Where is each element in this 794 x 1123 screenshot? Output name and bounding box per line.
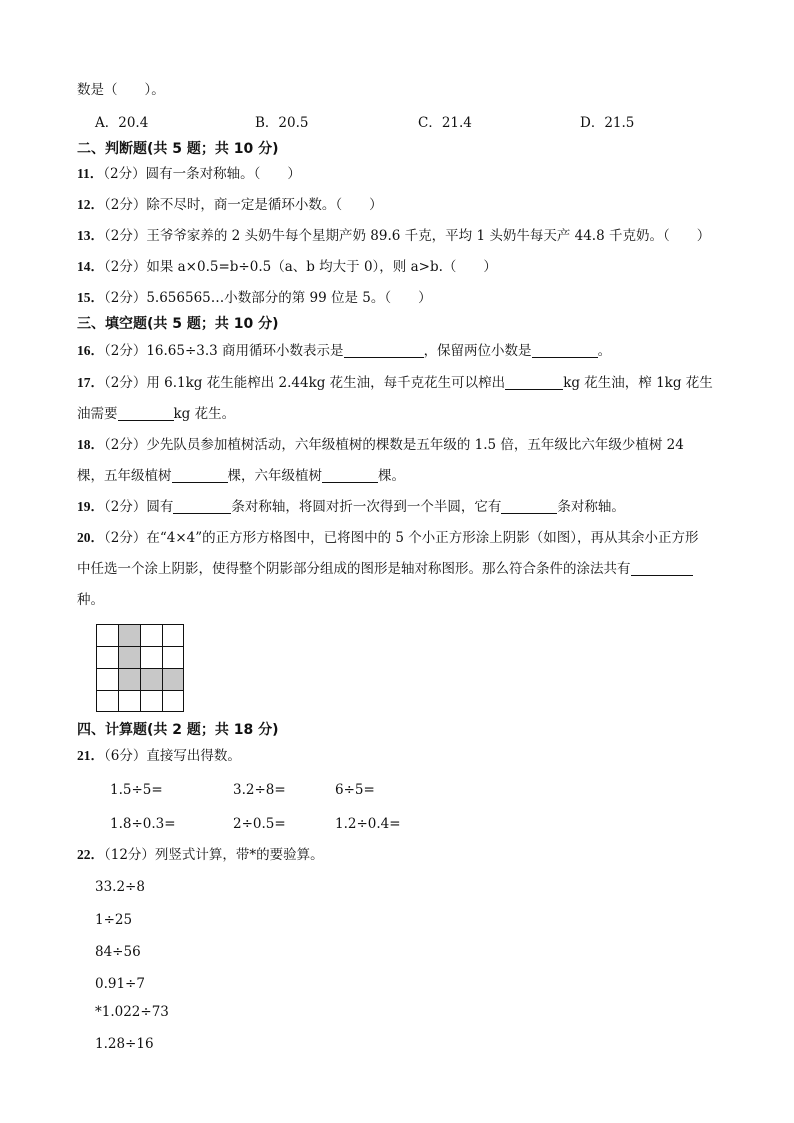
square-grid-figure bbox=[96, 624, 184, 712]
grid-line bbox=[183, 624, 184, 712]
shaded-cell bbox=[162, 668, 184, 690]
option-d: D．21.5 bbox=[580, 115, 635, 131]
question-text: kg 花生。 bbox=[173, 406, 236, 422]
question-number: 17． bbox=[77, 375, 104, 390]
question-20-end bbox=[77, 590, 104, 610]
answer-blank[interactable] bbox=[505, 375, 563, 390]
question-number: 13． bbox=[77, 228, 104, 243]
shaded-cell bbox=[118, 624, 140, 646]
answer-blank[interactable] bbox=[501, 499, 557, 514]
question-text: 油需要 bbox=[77, 406, 118, 422]
question-text: （2分）用 6.1kg 花生能榨出 2.44kg 花生油，每千克花生可以榨出 bbox=[104, 375, 506, 391]
question-text: （2分）16.65÷3.3 商用循环小数表示是 bbox=[104, 343, 344, 359]
vertical-calc-item: 1.28÷16 bbox=[95, 1036, 154, 1052]
vertical-calc-item: 0.91÷7 bbox=[95, 976, 145, 992]
question-number: 14． bbox=[77, 259, 104, 274]
question-15 bbox=[77, 288, 432, 308]
question-text: （2分）王爷爷家养的 2 头奶牛每个星期产奶 89.6 千克，平均 1 头奶牛每天产 44.8 千克奶。（ ） bbox=[104, 228, 711, 244]
question-22 bbox=[77, 845, 324, 865]
option-b: B．20.5 bbox=[255, 115, 309, 131]
question-number: 19． bbox=[77, 499, 104, 514]
q10-options bbox=[0, 113, 794, 133]
question-text: 条对称轴。 bbox=[557, 499, 625, 515]
question-number: 22． bbox=[77, 847, 104, 862]
question-text: 棵。 bbox=[378, 468, 405, 484]
calc-item: 1.5÷5= bbox=[110, 782, 163, 798]
grid-line bbox=[96, 711, 184, 712]
question-number: 20． bbox=[77, 530, 104, 545]
question-text: ，保留两位小数是 bbox=[423, 343, 532, 359]
vertical-calc-item: 33.2÷8 bbox=[95, 879, 145, 895]
question-number: 12． bbox=[77, 197, 104, 212]
grid-line bbox=[162, 624, 163, 712]
question-20 bbox=[77, 528, 699, 548]
question-text: （2分）除不尽时，商一定是循环小数。（ ） bbox=[104, 197, 383, 213]
question-18-cont bbox=[77, 466, 405, 486]
question-21 bbox=[77, 746, 241, 766]
answer-blank[interactable] bbox=[322, 468, 378, 483]
question-text: 棵，六年级植树 bbox=[227, 468, 322, 484]
question-number: 18． bbox=[77, 437, 104, 452]
question-text: 条对称轴，将圆对折一次得到一个半圆，它有 bbox=[231, 499, 502, 515]
question-14 bbox=[77, 257, 497, 277]
question-text: 中任选一个涂上阴影，使得整个阴影部分组成的图形是轴对称图形。那么符合条件的涂法共有 bbox=[77, 561, 631, 577]
question-text: （2分）如果 a×0.5=b÷0.5（a、b 均大于 0），则 a>b.（ ） bbox=[104, 259, 497, 275]
question-18 bbox=[77, 435, 684, 455]
question-16 bbox=[77, 341, 611, 361]
section-4-title: 四、计算题(共 2 题；共 18 分) bbox=[77, 722, 279, 738]
question-text: （2分）在“4×4”的正方形方格图中，已将图中的 5 个小正方形涂上阴影（如图），再从其余小正方形 bbox=[104, 530, 699, 546]
option-a: A．20.4 bbox=[95, 115, 149, 131]
question-text: 棵，五年级植树 bbox=[77, 468, 172, 484]
question-12 bbox=[77, 195, 383, 215]
shaded-cell bbox=[140, 668, 162, 690]
shaded-cell bbox=[118, 646, 140, 668]
section-3-title: 三、填空题(共 5 题；共 10 分) bbox=[77, 316, 279, 332]
answer-blank[interactable] bbox=[173, 499, 231, 514]
question-number: 11． bbox=[77, 166, 104, 181]
answer-blank[interactable] bbox=[532, 343, 598, 358]
vertical-calc-item: 84÷56 bbox=[95, 944, 141, 960]
question-text: （2分）少先队员参加植树活动，六年级植树的棵数是五年级的 1.5 倍，五年级比六年级少植树 24 bbox=[104, 437, 684, 453]
calc-item: 6÷5= bbox=[335, 782, 375, 798]
question-text: kg 花生油，榨 1kg 花生 bbox=[563, 375, 713, 391]
question-13 bbox=[77, 226, 710, 246]
question-number: 21． bbox=[77, 748, 104, 763]
question-text: 种。 bbox=[77, 592, 104, 608]
question-text: （2分）圆有 bbox=[104, 499, 174, 515]
question-19 bbox=[77, 497, 625, 517]
question-text: （6分）直接写出得数。 bbox=[104, 748, 241, 764]
answer-blank[interactable] bbox=[631, 561, 693, 576]
grid-line bbox=[96, 690, 184, 691]
option-c: C．21.4 bbox=[418, 115, 472, 131]
answer-blank[interactable] bbox=[118, 406, 174, 421]
question-20-cont bbox=[77, 559, 693, 579]
question-17-cont bbox=[77, 404, 235, 424]
calc-item: 1.8÷0.3= bbox=[110, 816, 176, 832]
grid-line bbox=[140, 624, 141, 712]
question-17 bbox=[77, 373, 713, 393]
question-number: 15． bbox=[77, 290, 104, 305]
section-2-title: 二、判断题(共 5 题；共 10 分) bbox=[77, 141, 279, 157]
question-number: 16． bbox=[77, 343, 104, 358]
question-text: （2分）5.656565…小数部分的第 99 位是 5。（ ） bbox=[104, 290, 432, 306]
calc-item: 1.2÷0.4= bbox=[335, 816, 401, 832]
q10-tail: 数是（ ）。 bbox=[77, 82, 165, 98]
question-text: （12分）列竖式计算，带*的要验算。 bbox=[104, 847, 324, 863]
question-text: 。 bbox=[597, 343, 612, 359]
question-11 bbox=[77, 164, 301, 184]
shaded-cell bbox=[118, 668, 140, 690]
question-text: （2分）圆有一条对称轴。（ ） bbox=[103, 166, 301, 182]
calc-item: 3.2÷8= bbox=[233, 782, 286, 798]
answer-blank[interactable] bbox=[172, 468, 228, 483]
calc-item: 2÷0.5= bbox=[233, 816, 286, 832]
answer-blank[interactable] bbox=[344, 343, 424, 358]
vertical-calc-item: *1.022÷73 bbox=[95, 1004, 169, 1020]
vertical-calc-item: 1÷25 bbox=[95, 912, 133, 928]
